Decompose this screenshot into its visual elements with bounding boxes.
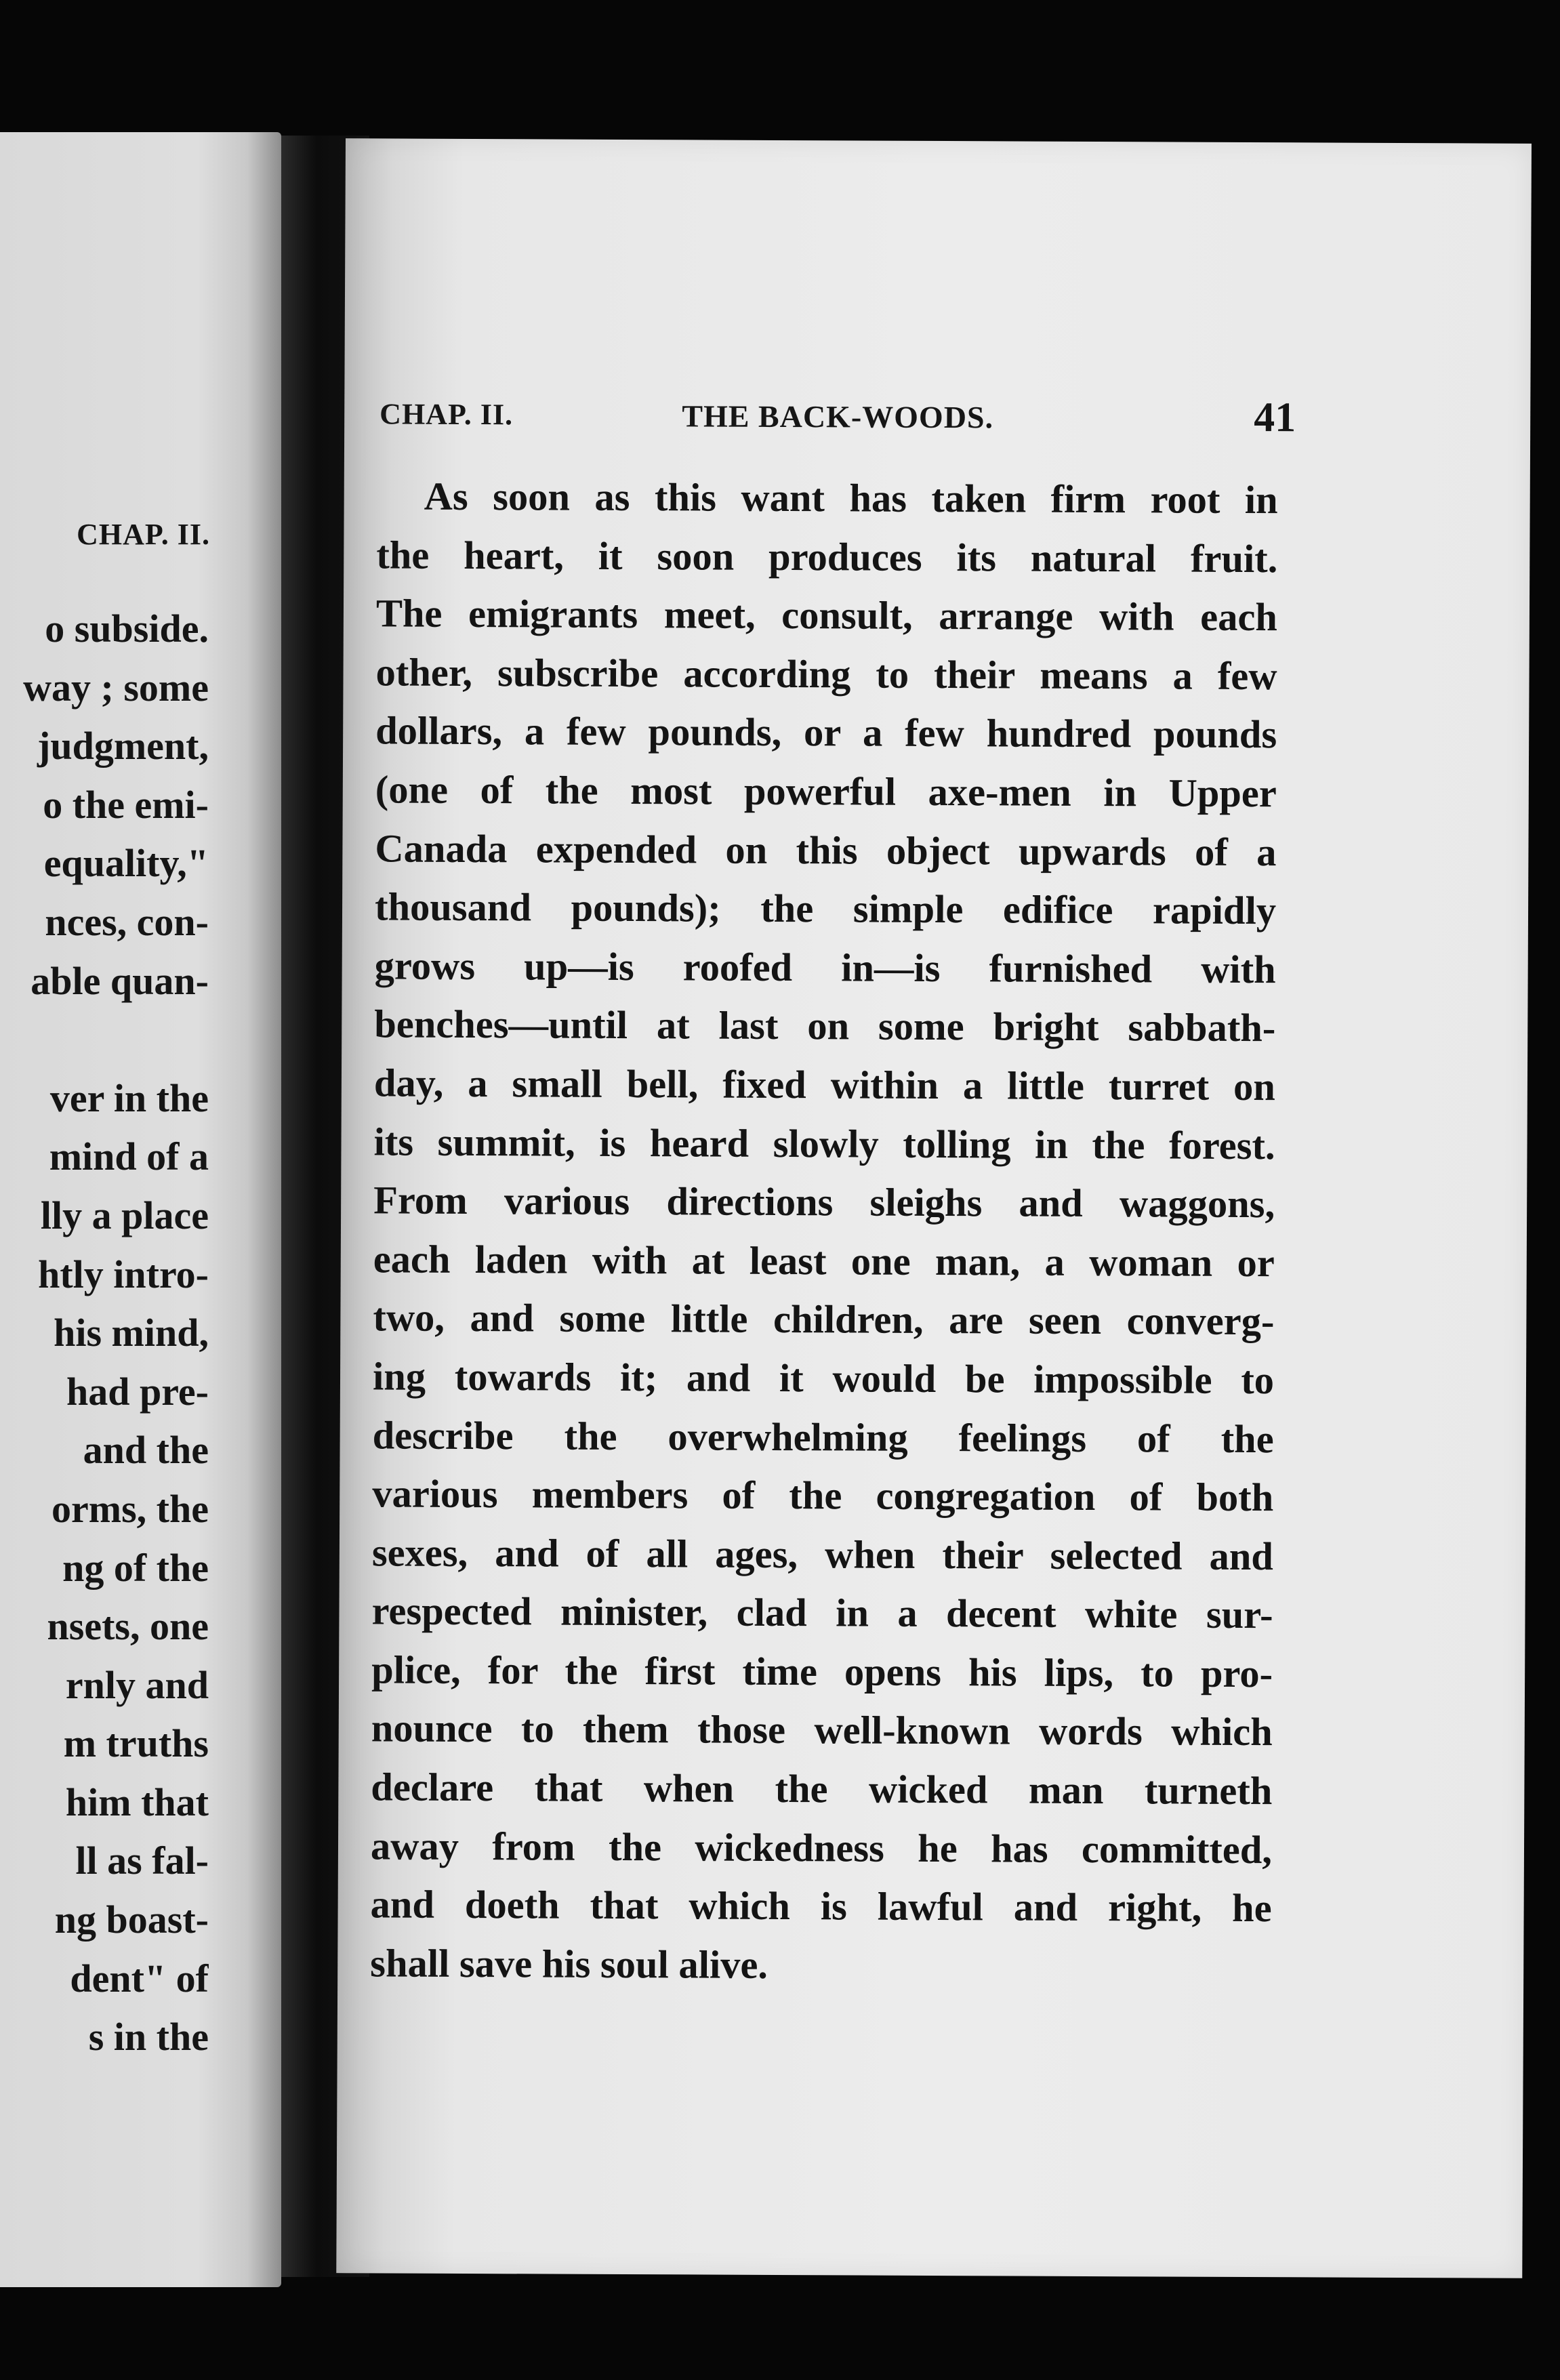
- text-line: declare that when the wicked man turneth: [371, 1765, 1273, 1813]
- previous-page-line: dent" of: [70, 1956, 209, 2001]
- previous-page-line: able quan-: [30, 958, 209, 1003]
- previous-page-line: orms, the: [52, 1486, 209, 1531]
- text-line: ing towards it; and it would be impossible to: [372, 1354, 1275, 1403]
- text-line: each laden with at least one man, a woman or: [373, 1237, 1275, 1285]
- previous-page-line: mind of a: [49, 1134, 209, 1179]
- text-line: various members of the congregation of both: [372, 1471, 1274, 1520]
- previous-page-line: equality,": [43, 841, 209, 886]
- running-title: THE BACK-WOODS.: [682, 398, 994, 435]
- text-line: two, and some little children, are seen converg-: [373, 1295, 1275, 1344]
- previous-page-text: [0, 600, 209, 2067]
- text-line: describe the overwhelming feelings of the: [372, 1412, 1274, 1461]
- text-line: The emigrants meet, consult, arrange with each: [375, 591, 1278, 640]
- previous-page-line: o subside.: [45, 607, 209, 651]
- previous-page-line: way ; some: [23, 665, 209, 710]
- previous-page-line: [0, 1010, 209, 1069]
- running-head: [379, 392, 1296, 441]
- text-line: day, a small bell, fixed within a little turret on: [373, 1061, 1276, 1109]
- previous-page-line: ll as fal-: [75, 1839, 209, 1883]
- text-line: other, subscribe according to their means a few: [375, 650, 1277, 698]
- text-line: From various directions sleighs and waggons,: [373, 1178, 1275, 1227]
- previous-page-line: nsets, one: [47, 1604, 209, 1649]
- previous-page-line: lly a place: [40, 1193, 209, 1237]
- previous-page-line: ng boast-: [54, 1897, 209, 1942]
- previous-page-line: s in the: [88, 2015, 209, 2059]
- text-line: As soon as this want has taken firm root in: [424, 474, 1278, 522]
- previous-page: [0, 132, 281, 2287]
- text-line: shall save his soul alive.: [370, 1941, 768, 1987]
- text-line: its summit, is heard slowly tolling in the forest.: [373, 1119, 1275, 1168]
- current-page: [336, 138, 1532, 2278]
- text-line: away from the wickedness he has committed,: [370, 1824, 1273, 1872]
- text-line: dollars, a few pounds, or a few hundred pounds: [375, 708, 1277, 757]
- previous-page-line: o the emi-: [43, 782, 209, 827]
- previous-page-line: his mind,: [54, 1311, 209, 1355]
- page-body: [370, 467, 1278, 1996]
- previous-page-line: m truths: [63, 1721, 209, 1766]
- text-line: benches—until at last on some bright sabbath-: [374, 1002, 1276, 1050]
- previous-page-line: judgment,: [37, 724, 209, 768]
- text-line: Canada expended on this object upwards of a: [375, 825, 1277, 874]
- text-line: sexes, and of all ages, when their selected and: [371, 1530, 1274, 1578]
- chapter-label: CHAP. II.: [379, 397, 514, 432]
- previous-page-line: nces, con-: [45, 899, 209, 944]
- previous-page-line: ng of the: [62, 1545, 209, 1590]
- previous-page-line: and the: [83, 1428, 209, 1473]
- text-line: respected minister, clad in a decent white sur-: [371, 1588, 1273, 1637]
- text-line: the heart, it soon produces its natural fruit.: [376, 532, 1278, 581]
- text-line: plice, for the first time opens his lips, to pro-: [371, 1647, 1273, 1696]
- text-line: (one of the most powerful axe-men in Upper: [375, 767, 1277, 816]
- previous-page-line: ver in the: [49, 1075, 209, 1120]
- text-line: grows up—is roofed in—is furnished with: [374, 943, 1276, 991]
- previous-page-line: htly intro-: [38, 1252, 209, 1296]
- previous-page-line: had pre-: [66, 1369, 209, 1414]
- previous-page-line: rnly and: [65, 1662, 209, 1707]
- previous-page-header: CHAP. II.: [77, 518, 210, 551]
- text-line: and doeth that which is lawful and right, he: [370, 1882, 1272, 1931]
- previous-page-line: him that: [65, 1780, 209, 1824]
- text-line: thousand pounds); the simple edifice rapidly: [374, 884, 1277, 933]
- text-line: nounce to them those well-known words which: [371, 1706, 1273, 1755]
- page-number: 41: [1254, 394, 1296, 441]
